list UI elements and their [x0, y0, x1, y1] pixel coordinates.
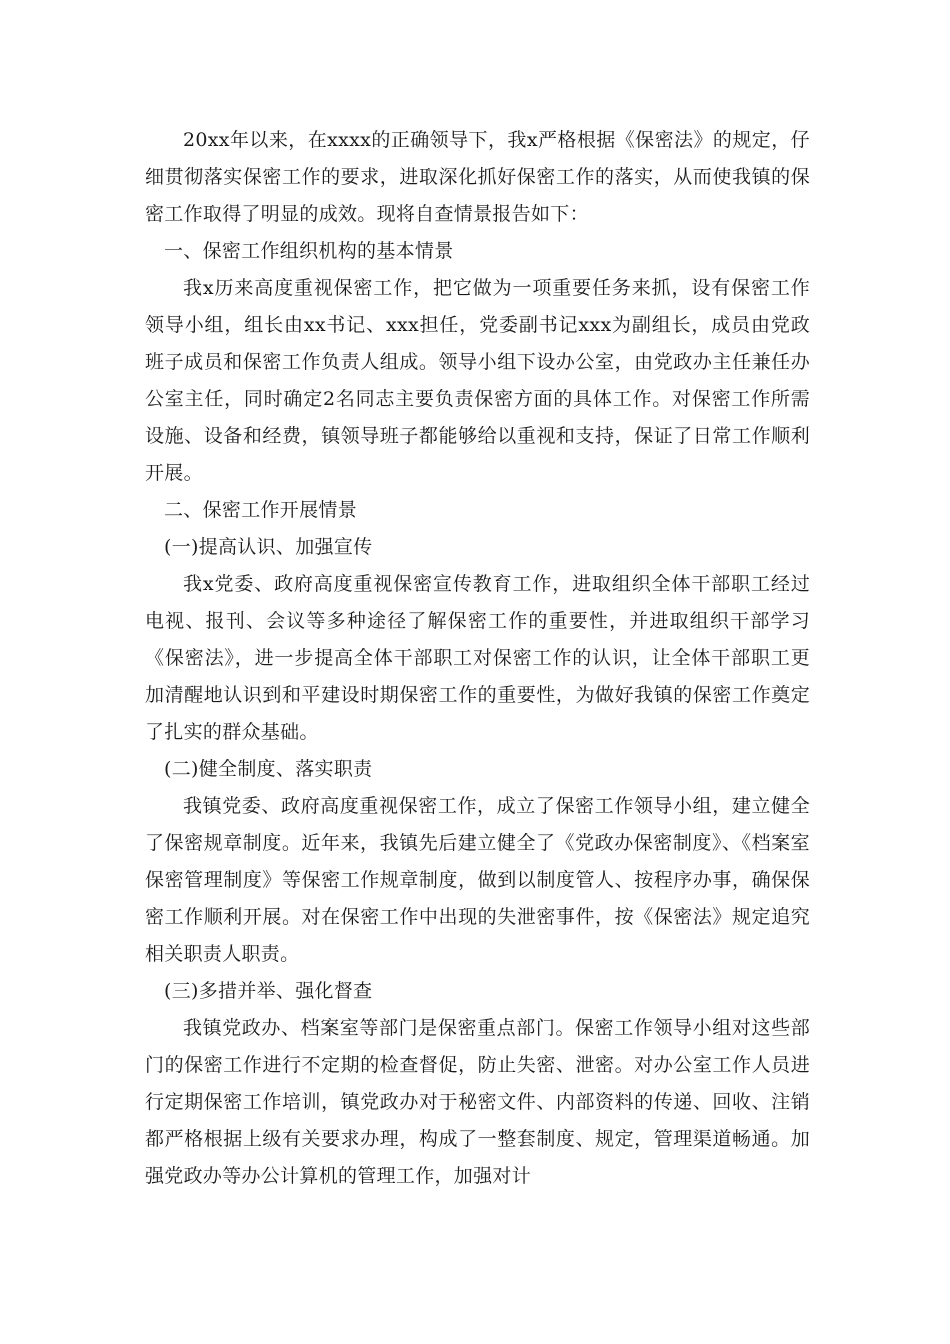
subsection-heading-1: (一)提高认识、加强宣传 — [164, 536, 373, 558]
section-heading-1: 一、保密工作组织机构的基本情景 — [164, 240, 454, 262]
document-body — [145, 122, 810, 1195]
intro-paragraph: 20xx年以来，在xxxx的正确领导下，我x严格根据《保密法》的规定，仔细贯彻落实保密工作的要求，进取深化抓好保密工作的落实，从而使我镇的保密工作取得了明显的成效。现将自查情景报告如下： — [145, 129, 810, 225]
section-1-paragraph: 我x历来高度重视保密工作，把它做为一项重要任务来抓，设有保密工作领导小组，组长由xx书记、xxx担任，党委副书记xxx为副组长，成员由党政班子成员和保密工作负责人组成。领导小组下设办公室，由党政办主任兼任办公室主任，同时确定2名同志主要负责保密方面的具体工作。对保密工作所需设施、设备和经费，镇领导班子都能够给以重视和支持，保证了日常工作顺利开展。 — [145, 277, 810, 484]
subsection-heading-3: (三)多措并举、强化督查 — [164, 980, 373, 1002]
subsection-heading-2: (二)健全制度、落实职责 — [164, 758, 373, 780]
subsection-3-paragraph: 我镇党政办、档案室等部门是保密重点部门。保密工作领导小组对这些部门的保密工作进行不定期的检查督促，防止失密、泄密。对办公室工作人员进行定期保密工作培训，镇党政办对于秘密文件、内部资料的传递、回收、注销都严格根据上级有关要求办理，构成了一整套制度、规定，管理渠道畅通。加强党政办等办公计算机的管理工作，加强对计 — [145, 1017, 810, 1187]
subsection-2-paragraph: 我镇党委、政府高度重视保密工作，成立了保密工作领导小组，建立健全了保密规章制度。近年来，我镇先后建立健全了《党政办保密制度》、《档案室保密管理制度》等保密工作规章制度，做到以制度管人、按程序办事，确保保密工作顺利开展。对在保密工作中出现的失泄密事件，按《保密法》规定追究相关职责人职责。 — [145, 795, 810, 965]
section-heading-2: 二、保密工作开展情景 — [164, 499, 358, 521]
subsection-1-paragraph: 我x党委、政府高度重视保密宣传教育工作，进取组织全体干部职工经过电视、报刊、会议等多种途径了解保密工作的重要性，并进取组织干部学习《保密法》，进一步提高全体干部职工对保密工作的认识，让全体干部职工更加清醒地认识到和平建设时期保密工作的重要性，为做好我镇的保密工作奠定了扎实的群众基础。 — [145, 573, 810, 743]
